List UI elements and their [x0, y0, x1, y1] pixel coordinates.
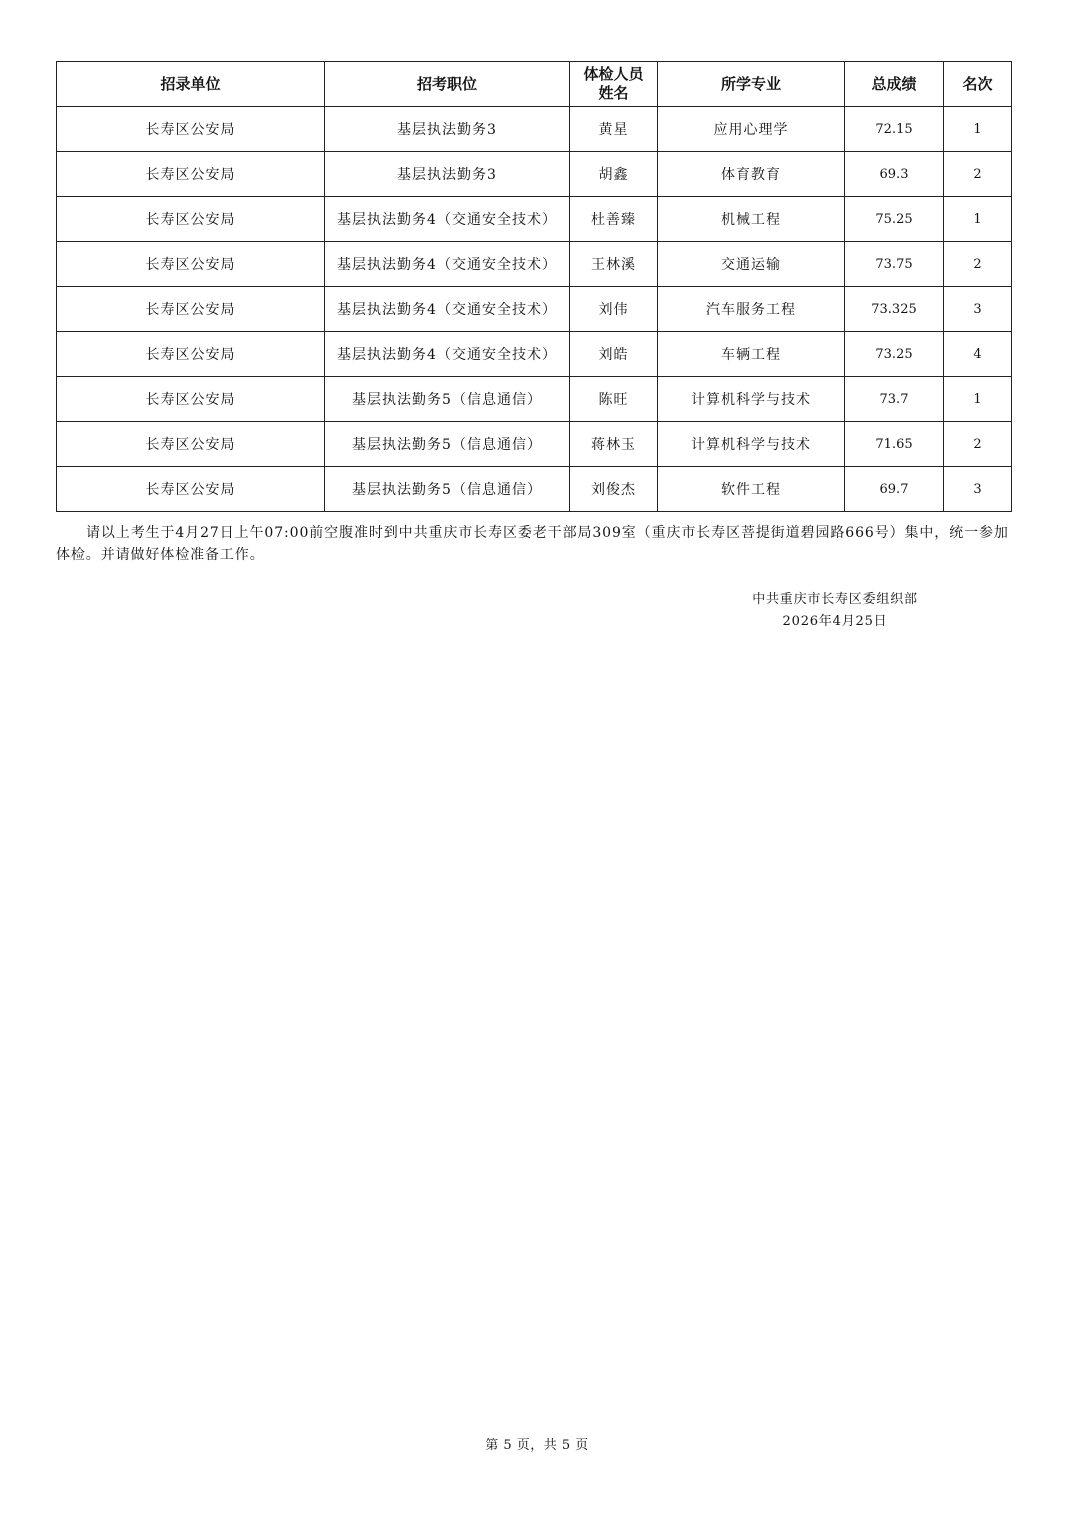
header-name: 体检人员 姓名 — [570, 62, 658, 107]
table-row — [57, 377, 1012, 422]
header-major: 所学专业 — [658, 62, 845, 107]
cell-major: 车辆工程 — [658, 332, 845, 377]
cell-rank: 2 — [944, 242, 1012, 287]
header-unit: 招录单位 — [57, 62, 325, 107]
cell-unit: 长寿区公安局 — [57, 287, 325, 332]
cell-score: 73.75 — [845, 242, 944, 287]
cell-name: 王林溪 — [570, 242, 658, 287]
issuing-organization: 中共重庆市长寿区委组织部 — [752, 592, 918, 607]
cell-score: 75.25 — [845, 197, 944, 242]
cell-position: 基层执法勤务4（交通安全技术） — [325, 332, 570, 377]
issue-date: 2026年4月25日 — [782, 614, 888, 629]
cell-unit: 长寿区公安局 — [57, 197, 325, 242]
cell-position: 基层执法勤务4（交通安全技术） — [325, 242, 570, 287]
table-row — [57, 152, 1012, 197]
cell-name: 刘伟 — [570, 287, 658, 332]
cell-position: 基层执法勤务3 — [325, 152, 570, 197]
cell-score: 69.7 — [845, 467, 944, 512]
signature-block — [700, 589, 970, 633]
cell-score: 73.7 — [845, 377, 944, 422]
cell-rank: 3 — [944, 287, 1012, 332]
cell-unit: 长寿区公安局 — [57, 332, 325, 377]
cell-unit: 长寿区公安局 — [57, 377, 325, 422]
cell-name: 蒋林玉 — [570, 422, 658, 467]
cell-position: 基层执法勤务5（信息通信） — [325, 377, 570, 422]
cell-major: 体育教育 — [658, 152, 845, 197]
cell-major: 计算机科学与技术 — [658, 377, 845, 422]
header-position: 招考职位 — [325, 62, 570, 107]
cell-position: 基层执法勤务4（交通安全技术） — [325, 197, 570, 242]
cell-score: 71.65 — [845, 422, 944, 467]
cell-unit: 长寿区公安局 — [57, 107, 325, 152]
cell-score: 72.15 — [845, 107, 944, 152]
cell-unit: 长寿区公安局 — [57, 467, 325, 512]
cell-major: 软件工程 — [658, 467, 845, 512]
page-footer: 第 5 页，共 5 页 — [485, 1438, 589, 1453]
cell-name: 杜善臻 — [570, 197, 658, 242]
cell-major: 应用心理学 — [658, 107, 845, 152]
cell-name: 陈旺 — [570, 377, 658, 422]
table-row — [57, 242, 1012, 287]
cell-rank: 3 — [944, 467, 1012, 512]
header-rank: 名次 — [944, 62, 1012, 107]
exam-notice-text: 请以上考生于4月27日上午07:00前空腹准时到中共重庆市长寿区委老干部局309室（重庆市长寿区菩提街道碧园路666号）集中，统一参加体检。并请做好体检准备工作。 — [56, 525, 1009, 563]
cell-score: 73.325 — [845, 287, 944, 332]
cell-name: 刘俊杰 — [570, 467, 658, 512]
cell-rank: 1 — [944, 197, 1012, 242]
cell-position: 基层执法勤务5（信息通信） — [325, 422, 570, 467]
cell-score: 73.25 — [845, 332, 944, 377]
table-row — [57, 107, 1012, 152]
cell-major: 机械工程 — [658, 197, 845, 242]
table-row — [57, 197, 1012, 242]
cell-name: 胡鑫 — [570, 152, 658, 197]
cell-major: 计算机科学与技术 — [658, 422, 845, 467]
cell-position: 基层执法勤务4（交通安全技术） — [325, 287, 570, 332]
cell-rank: 4 — [944, 332, 1012, 377]
cell-unit: 长寿区公安局 — [57, 152, 325, 197]
cell-name: 刘皓 — [570, 332, 658, 377]
cell-rank: 2 — [944, 152, 1012, 197]
table-row — [57, 287, 1012, 332]
cell-major: 汽车服务工程 — [658, 287, 845, 332]
table-row — [57, 467, 1012, 512]
cell-rank: 1 — [944, 377, 1012, 422]
cell-rank: 1 — [944, 107, 1012, 152]
cell-score: 69.3 — [845, 152, 944, 197]
table-row — [57, 332, 1012, 377]
cell-unit: 长寿区公安局 — [57, 422, 325, 467]
table-row — [57, 422, 1012, 467]
cell-major: 交通运输 — [658, 242, 845, 287]
cell-rank: 2 — [944, 422, 1012, 467]
cell-position: 基层执法勤务5（信息通信） — [325, 467, 570, 512]
header-score: 总成绩 — [845, 62, 944, 107]
cell-name: 黄星 — [570, 107, 658, 152]
table-header-row — [57, 62, 1012, 107]
results-table — [56, 61, 1012, 512]
cell-unit: 长寿区公安局 — [57, 242, 325, 287]
cell-position: 基层执法勤务3 — [325, 107, 570, 152]
